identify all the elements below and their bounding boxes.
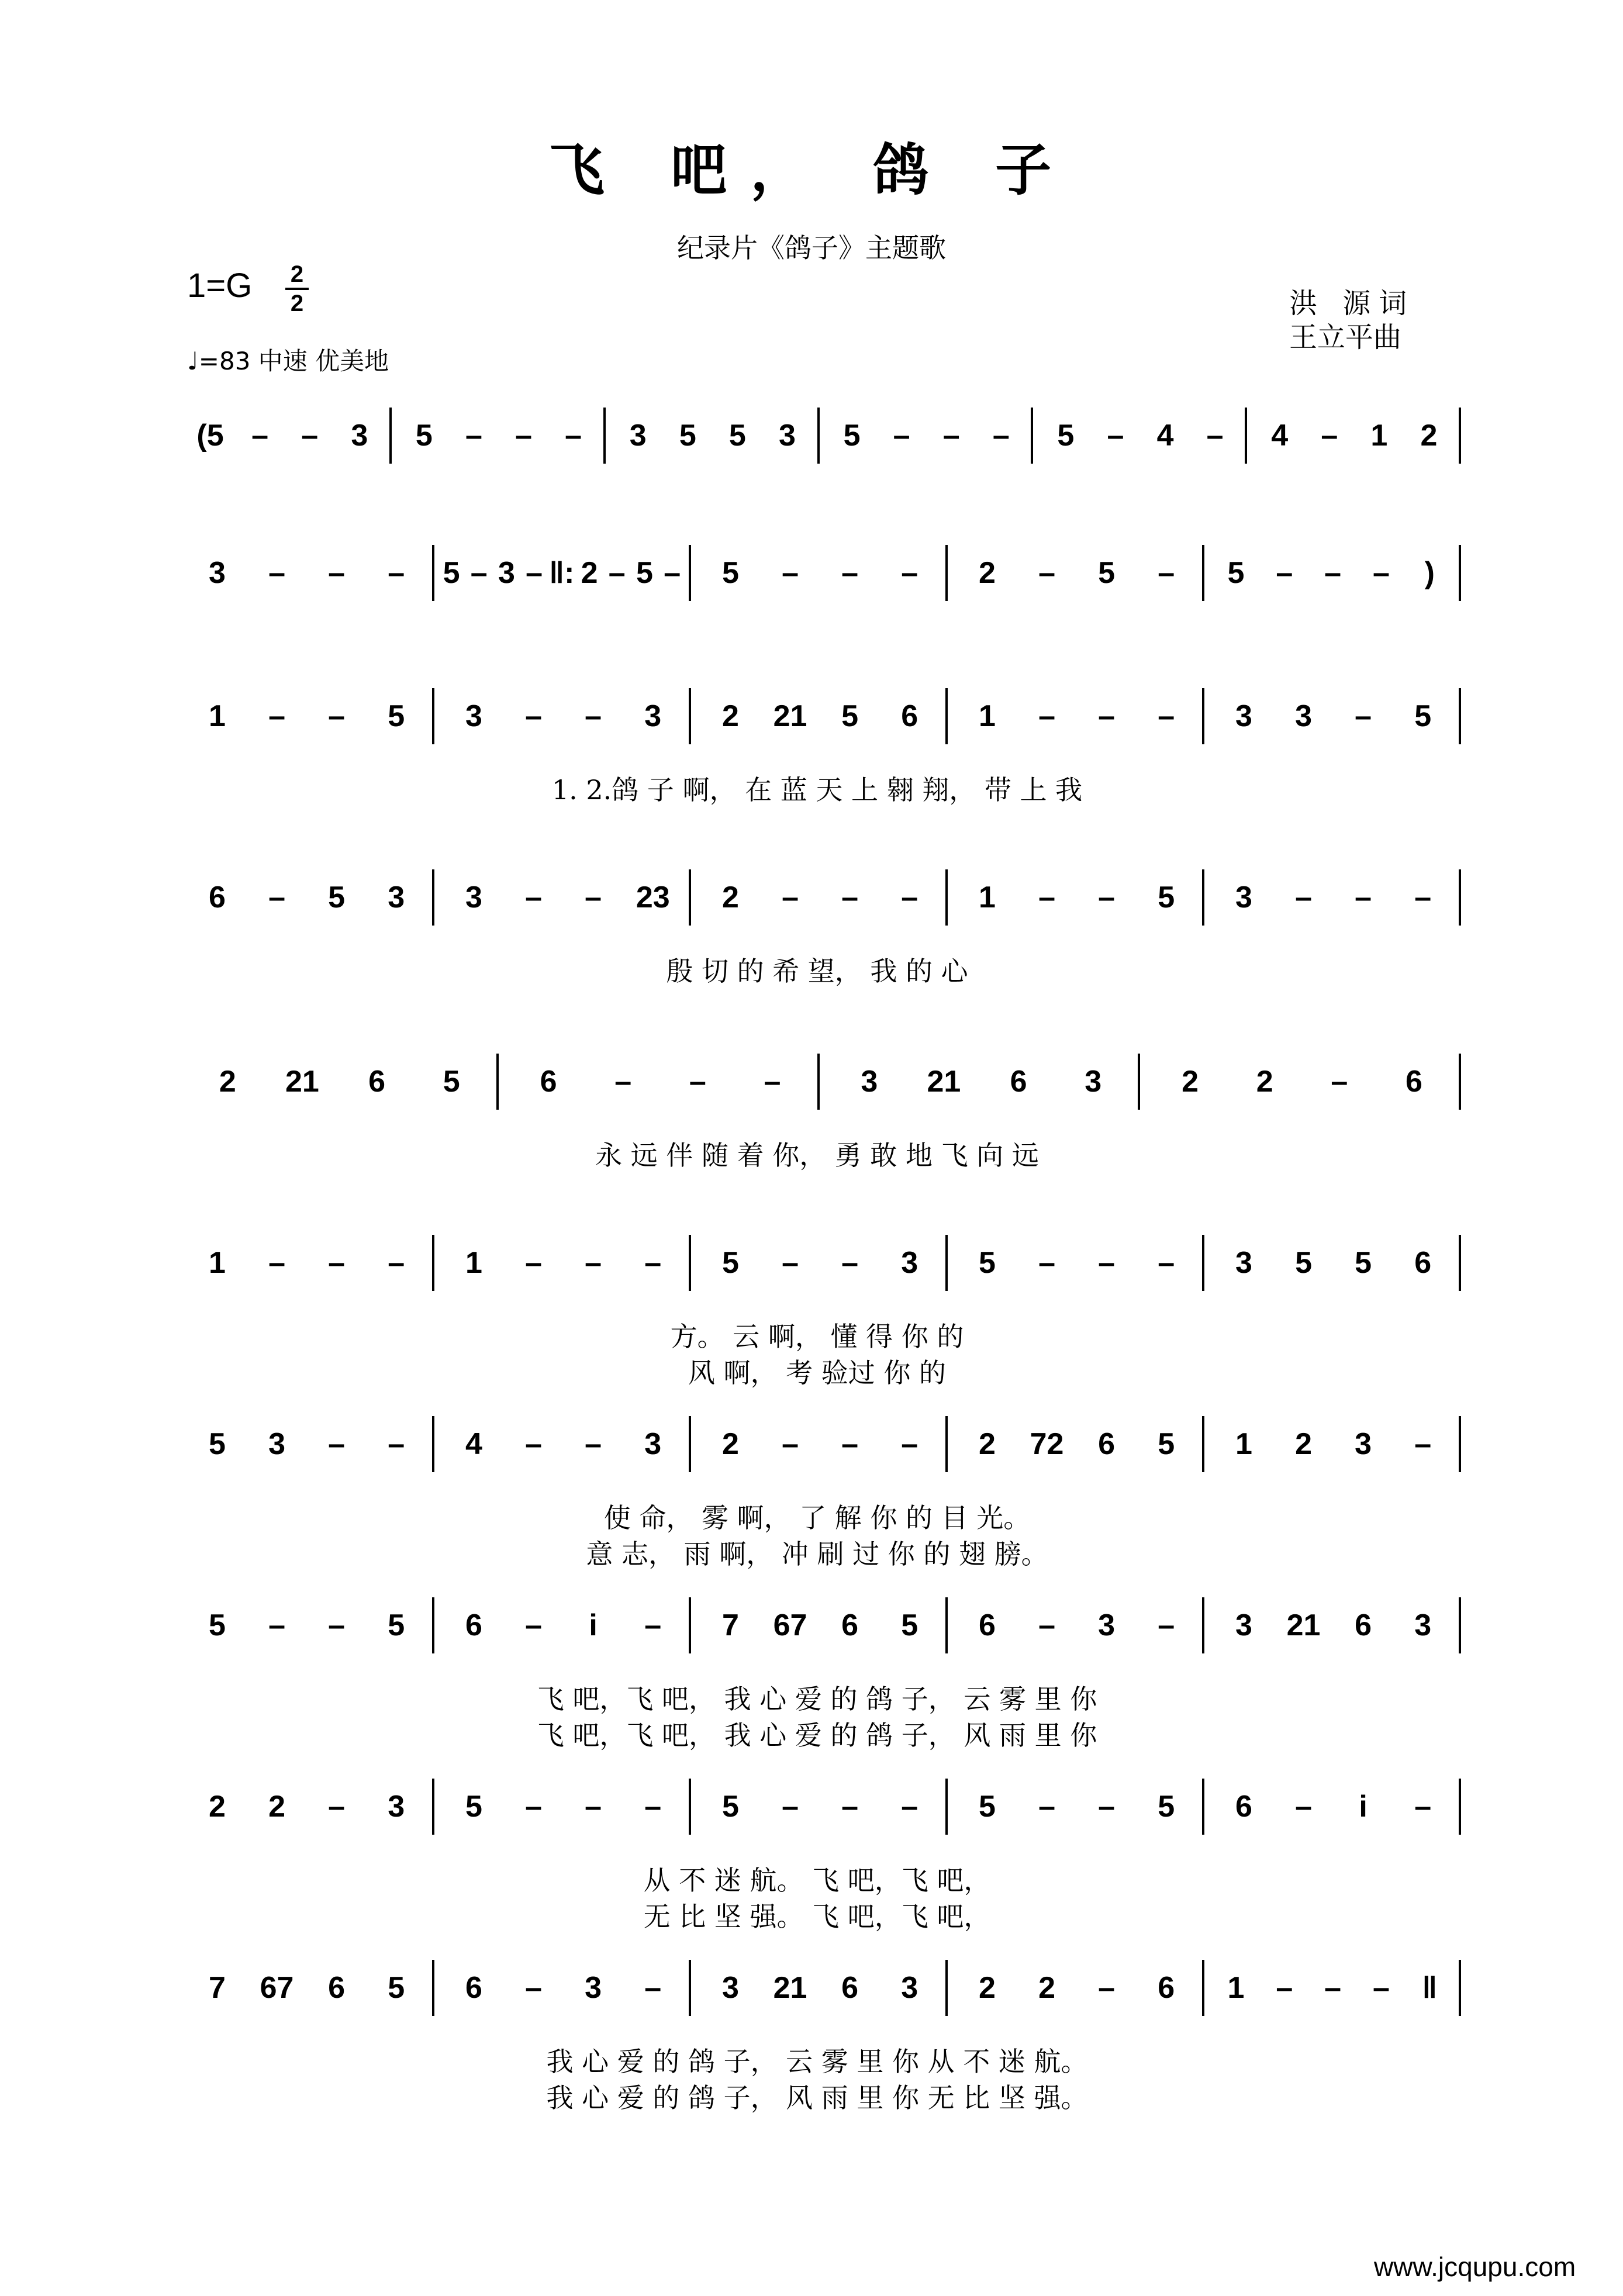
bar-line — [1459, 408, 1461, 464]
bar-line — [945, 1235, 948, 1291]
note: 1 — [1227, 1971, 1245, 2005]
note: – — [1038, 1790, 1056, 1824]
note: – — [841, 881, 859, 914]
note: – — [782, 1246, 799, 1280]
note: – — [1098, 1971, 1116, 2005]
bar-line — [689, 869, 691, 926]
bar-line — [817, 1054, 820, 1110]
note: 5 — [1158, 1427, 1175, 1461]
note: – — [1414, 881, 1432, 914]
note: 6 — [1158, 1971, 1175, 2005]
note: – — [644, 1246, 662, 1280]
note: – — [1321, 419, 1338, 453]
note: 7 — [721, 1608, 739, 1642]
note: 2 — [1038, 1971, 1056, 2005]
note: – — [268, 881, 286, 914]
note: – — [1373, 1971, 1390, 2005]
note: 3 — [268, 1427, 286, 1461]
bar-line — [1202, 869, 1204, 926]
song-subtitle: 纪录片《鸽子》主题歌 — [677, 232, 946, 264]
note: – — [942, 419, 960, 453]
time-signature — [285, 262, 309, 316]
note: 6 — [328, 1971, 346, 2005]
note: – — [1038, 881, 1056, 914]
note: 5 — [1227, 556, 1245, 590]
note: 3 — [644, 699, 662, 733]
note: – — [585, 881, 602, 914]
note: 2 — [1256, 1065, 1273, 1099]
note: – — [328, 699, 346, 733]
note: – — [644, 1790, 662, 1824]
note: 3 — [861, 1065, 878, 1099]
note: 1 — [1235, 1427, 1252, 1461]
note: 5 — [443, 556, 460, 590]
note: – — [251, 419, 269, 453]
note: 5 — [388, 1608, 405, 1642]
note: – — [764, 1065, 781, 1099]
note: 5 — [208, 1427, 226, 1461]
bar-line — [1245, 408, 1247, 464]
note: – — [268, 556, 286, 590]
note: 5 — [1414, 699, 1432, 733]
bar-line — [1459, 1597, 1461, 1653]
bar-line — [689, 1960, 691, 2016]
note: 5 — [728, 419, 746, 453]
note: 5 — [721, 1790, 739, 1824]
bar-line — [432, 1779, 434, 1835]
note: 4 — [1271, 419, 1289, 453]
note: – — [1331, 1065, 1348, 1099]
bar-line — [1202, 545, 1204, 601]
note: – — [585, 699, 602, 733]
note: – — [644, 1971, 662, 2005]
note: 21 — [927, 1065, 961, 1099]
note: – — [328, 1608, 346, 1642]
note: 3 — [498, 556, 515, 590]
lyric-line: 风 啊， 考 验过 你 的 — [688, 1357, 947, 1389]
note: – — [1158, 1608, 1175, 1642]
lyricist-credit: 洪 源词 — [1289, 287, 1415, 320]
note: 1 — [978, 881, 996, 914]
bar-line — [689, 688, 691, 744]
note: – — [608, 556, 626, 590]
note: 5 — [443, 1065, 460, 1099]
note: 5 — [1158, 1790, 1175, 1824]
bar-line — [1202, 1235, 1204, 1291]
note: 6 — [1010, 1065, 1027, 1099]
note: – — [526, 556, 543, 590]
note: 5 — [1295, 1246, 1313, 1280]
bar-line — [1459, 1779, 1461, 1835]
note: 2 — [721, 881, 739, 914]
note: 3 — [1098, 1608, 1116, 1642]
note: 67 — [260, 1971, 294, 2005]
note: – — [782, 556, 799, 590]
note: 7 — [208, 1971, 226, 2005]
note: 6 — [841, 1608, 859, 1642]
note: 5 — [843, 419, 861, 453]
lyric-line: 使 命， 雾 啊， 了 解 你 的 目 光。 — [603, 1502, 1031, 1534]
note: – — [328, 1246, 346, 1280]
note: 2 — [721, 1427, 739, 1461]
bar-line — [432, 869, 434, 926]
note: – — [1324, 1971, 1342, 2005]
note: – — [614, 1065, 632, 1099]
note: – — [301, 419, 319, 453]
bar-line — [432, 688, 434, 744]
bar-line — [1459, 1054, 1461, 1110]
note: – — [644, 1608, 662, 1642]
note: 5 — [465, 1790, 482, 1824]
note: 2 — [721, 699, 739, 733]
note: – — [664, 556, 681, 590]
note: – — [525, 1246, 543, 1280]
note: 6 — [208, 881, 226, 914]
note: – — [1355, 881, 1372, 914]
note: – — [585, 1246, 602, 1280]
bar-line — [1459, 1960, 1461, 2016]
note: 5 — [679, 419, 696, 453]
note: – — [328, 556, 346, 590]
note: – — [1098, 1246, 1116, 1280]
bar-line — [1202, 1416, 1204, 1472]
tempo-marking: ♩=83 中速 优美地 — [187, 347, 389, 375]
note: 3 — [1235, 1608, 1252, 1642]
note: 5 — [208, 1608, 226, 1642]
website-footer: www.jcqupu.com — [1374, 2252, 1576, 2282]
note: – — [1098, 1790, 1116, 1824]
note: 3 — [465, 699, 482, 733]
note: – — [841, 556, 859, 590]
note: – — [901, 881, 918, 914]
note: – — [1158, 556, 1175, 590]
note: 5 — [1355, 1246, 1372, 1280]
note: – — [1276, 1971, 1293, 2005]
bar-line — [945, 545, 948, 601]
note: 3 — [901, 1971, 918, 2005]
note: 1 — [208, 699, 226, 733]
note: – — [1098, 881, 1116, 914]
note: 5 — [978, 1246, 996, 1280]
note: 5 — [388, 1971, 405, 2005]
note: 2 — [978, 1427, 996, 1461]
note: 3 — [1295, 699, 1313, 733]
note: 1 — [208, 1246, 226, 1280]
note: 5 — [1057, 419, 1075, 453]
note: 6 — [1235, 1790, 1252, 1824]
lyric-line: 1. 2.鸽 子 啊， 在 蓝 天 上 翱 翔， 带 上 我 — [551, 774, 1083, 806]
bar-line — [1459, 869, 1461, 926]
bar-line — [432, 1597, 434, 1653]
note: 2 — [219, 1065, 236, 1099]
note: 2 — [978, 1971, 996, 2005]
note: 5 — [721, 1246, 739, 1280]
bar-line — [389, 408, 392, 464]
note: (5 — [196, 419, 224, 453]
bar-line — [945, 1960, 948, 2016]
lyric-line: 飞 吧，飞 吧， 我 心 爱 的 鸽 子， 云 雾 里 你 — [537, 1683, 1097, 1715]
lyric-line: 殷 切 的 希 望， 我 的 心 — [666, 955, 968, 987]
bar-line — [689, 1779, 691, 1835]
note: – — [1324, 556, 1342, 590]
note: – — [585, 1427, 602, 1461]
note: – — [901, 1790, 918, 1824]
note: 5 — [901, 1608, 918, 1642]
bar-line — [1138, 1054, 1140, 1110]
note: 5 — [388, 699, 405, 733]
note: 1 — [465, 1246, 482, 1280]
note: – — [689, 1065, 706, 1099]
bar-line — [817, 408, 820, 464]
note: – — [268, 1246, 286, 1280]
note: – — [1038, 1608, 1056, 1642]
bar-line — [689, 1235, 691, 1291]
note: 6 — [841, 1971, 859, 2005]
note: 6 — [1414, 1246, 1432, 1280]
bar-line — [1202, 1960, 1204, 2016]
note: – — [893, 419, 910, 453]
lyric-line: 永 远 伴 随 着 你， 勇 敢 地 飞 向 远 — [595, 1140, 1039, 1171]
note: – — [1038, 556, 1056, 590]
note: 1 — [978, 699, 996, 733]
note: – — [515, 419, 532, 453]
note: – — [1158, 1246, 1175, 1280]
note: 3 — [1235, 881, 1252, 914]
note: 3 — [901, 1246, 918, 1280]
note: – — [1098, 699, 1116, 733]
note: 5 — [1098, 556, 1116, 590]
lyric-line: 无 比 坚 强。 飞 吧，飞 吧， — [643, 1901, 991, 1932]
note: – — [901, 1427, 918, 1461]
note: 4 — [465, 1427, 482, 1461]
bar-line — [432, 1960, 434, 2016]
note: – — [1038, 699, 1056, 733]
note: 6 — [540, 1065, 557, 1099]
note: – — [388, 1427, 405, 1461]
note: ‖ — [1422, 1971, 1438, 2005]
note: 3 — [388, 881, 405, 914]
bar-line — [689, 545, 691, 601]
note: 3 — [629, 419, 647, 453]
note: 5 — [415, 419, 433, 453]
lyric-line: 我 心 爱 的 鸽 子， 风 雨 里 你 无 比 坚 强。 — [546, 2082, 1088, 2114]
bar-line — [432, 1235, 434, 1291]
note: – — [585, 1790, 602, 1824]
bar-line — [1202, 1597, 1204, 1653]
note: 4 — [1156, 419, 1174, 453]
lyric-line: 飞 吧，飞 吧， 我 心 爱 的 鸽 子， 风 雨 里 你 — [537, 1720, 1097, 1751]
bar-line — [1459, 1235, 1461, 1291]
note: – — [525, 1971, 543, 2005]
note: – — [1158, 699, 1175, 733]
note: 3 — [721, 1971, 739, 2005]
note: 3 — [1235, 1246, 1252, 1280]
note: 23 — [636, 881, 670, 914]
note: 2 — [1295, 1427, 1313, 1461]
note: i — [589, 1608, 598, 1642]
note: – — [525, 1608, 543, 1642]
bar-line — [945, 688, 948, 744]
note: 72 — [1030, 1427, 1064, 1461]
note: – — [841, 1790, 859, 1824]
note: 2 — [581, 556, 598, 590]
bar-line — [1459, 545, 1461, 601]
note: – — [470, 556, 488, 590]
note: 5 — [721, 556, 739, 590]
note: 6 — [465, 1608, 482, 1642]
note: 3 — [585, 1971, 602, 2005]
note: – — [1373, 556, 1390, 590]
note: – — [1206, 419, 1224, 453]
note: 5 — [328, 881, 346, 914]
note: 5 — [978, 1790, 996, 1824]
bar-line — [432, 545, 434, 601]
note: – — [1295, 1790, 1313, 1824]
note: 3 — [465, 881, 482, 914]
note: 2 — [1182, 1065, 1199, 1099]
note: – — [525, 699, 543, 733]
note: – — [901, 556, 918, 590]
bar-line — [1459, 688, 1461, 744]
note: ‖: — [549, 556, 575, 590]
note: – — [525, 1427, 543, 1461]
bar-line — [1202, 1779, 1204, 1835]
note: 6 — [978, 1608, 996, 1642]
note: i — [1359, 1790, 1368, 1824]
note: – — [1355, 699, 1372, 733]
time-signature-bottom: 2 — [290, 291, 304, 316]
bar-line — [432, 1416, 434, 1472]
note: – — [992, 419, 1010, 453]
note: – — [268, 699, 286, 733]
note: 3 — [1355, 1427, 1372, 1461]
bar-line — [1202, 688, 1204, 744]
note: 21 — [773, 1971, 807, 2005]
note: 2 — [978, 556, 996, 590]
bar-line — [689, 1597, 691, 1653]
note: 21 — [285, 1065, 319, 1099]
note: – — [841, 1427, 859, 1461]
bar-line — [689, 1416, 691, 1472]
note: 6 — [1355, 1608, 1372, 1642]
note: 6 — [1098, 1427, 1116, 1461]
note: ) — [1424, 556, 1435, 590]
note: 67 — [773, 1608, 807, 1642]
note: – — [328, 1427, 346, 1461]
note: – — [465, 419, 482, 453]
note: 3 — [644, 1427, 662, 1461]
note: 6 — [465, 1971, 482, 2005]
note: – — [525, 881, 543, 914]
note: – — [1107, 419, 1124, 453]
note: 6 — [368, 1065, 386, 1099]
key-signature: 1=G — [187, 267, 253, 305]
note: 3 — [1414, 1608, 1432, 1642]
note: – — [782, 1427, 799, 1461]
note: – — [328, 1790, 346, 1824]
note: – — [388, 1246, 405, 1280]
note: 3 — [351, 419, 368, 453]
note: – — [782, 1790, 799, 1824]
note: 6 — [901, 699, 918, 733]
note: 21 — [773, 699, 807, 733]
note: 3 — [1235, 699, 1252, 733]
note: 21 — [1286, 1608, 1321, 1642]
time-signature-top: 2 — [290, 261, 304, 287]
note: 3 — [388, 1790, 405, 1824]
lyric-line: 意 志， 雨 啊， 冲 刷 过 你 的 翅 膀。 — [586, 1538, 1048, 1570]
note: – — [782, 881, 799, 914]
composer-credit: 王立平曲 — [1289, 321, 1402, 354]
note: – — [1414, 1427, 1432, 1461]
note: – — [1038, 1246, 1056, 1280]
note: – — [841, 1246, 859, 1280]
note: – — [525, 1790, 543, 1824]
note: 3 — [1085, 1065, 1102, 1099]
note: 2 — [208, 1790, 226, 1824]
note: – — [268, 1608, 286, 1642]
bar-line — [1031, 408, 1033, 464]
song-title: 飞 吧， 鸽 子 — [548, 137, 1075, 203]
note: 1 — [1370, 419, 1388, 453]
note: 2 — [1420, 419, 1438, 453]
note: – — [1276, 556, 1293, 590]
bar-line — [1459, 1416, 1461, 1472]
bar-line — [603, 408, 606, 464]
lyric-line: 方。 云 啊， 懂 得 你 的 — [670, 1321, 964, 1352]
note: 2 — [268, 1790, 286, 1824]
note: 3 — [208, 556, 226, 590]
note: 5 — [1158, 881, 1175, 914]
note: – — [1295, 881, 1313, 914]
note: – — [1414, 1790, 1432, 1824]
bar-line — [945, 1779, 948, 1835]
bar-line — [945, 1597, 948, 1653]
note: 5 — [841, 699, 859, 733]
lyric-line: 我 心 爱 的 鸽 子， 云 雾 里 你 从 不 迷 航。 — [546, 2046, 1088, 2077]
note: – — [388, 556, 405, 590]
bar-line — [945, 1416, 948, 1472]
note: 5 — [636, 556, 653, 590]
note: – — [565, 419, 582, 453]
bar-line — [496, 1054, 499, 1110]
lyric-line: 从 不 迷 航。 飞 吧，飞 吧， — [643, 1865, 991, 1896]
note: 6 — [1405, 1065, 1422, 1099]
bar-line — [945, 869, 948, 926]
note: 3 — [778, 419, 796, 453]
